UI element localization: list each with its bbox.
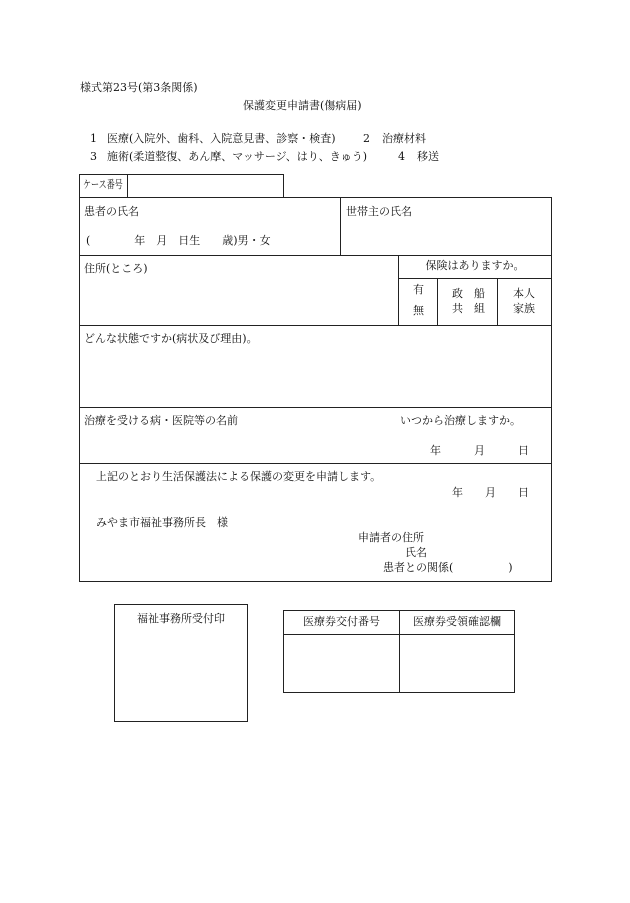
insurance-type-cell (437, 278, 498, 326)
insurance-question: 保険はありますか。 (425, 259, 525, 272)
condition-label: どんな状態ですか(病状及び理由)。 (84, 332, 258, 345)
insurance-insured-family: 家族 (513, 302, 535, 315)
ticket-receipt-header-label: 医療券受領確認欄 (413, 615, 501, 628)
declaration-addressee: みやま市福祉事務所長 様 (96, 516, 228, 529)
address-label: 住所(ところ) (84, 262, 148, 275)
patient-relation-label: 患者との関係( ) (383, 561, 513, 574)
form-title: 保護変更申請書(傷病届) (243, 99, 362, 112)
applicant-name-label: 氏名 (405, 546, 427, 559)
treatment-start-question: いつから治療しますか。 (400, 414, 521, 427)
declaration-cell (79, 463, 552, 582)
ticket-receipt-value-cell (399, 634, 515, 693)
householder-name-cell (340, 197, 552, 256)
case-number-value-cell (127, 174, 284, 198)
category-4-number: 4 (398, 150, 405, 163)
insurance-presence-yes: 有 (413, 283, 424, 296)
insurance-presence-no: 無 (413, 304, 424, 317)
householder-name-label: 世帯主の氏名 (346, 205, 412, 218)
form-number: 様式第23号(第3条関係) (80, 81, 198, 94)
insurance-insured-self: 本人 (513, 287, 535, 300)
ticket-number-header (283, 610, 400, 635)
reception-stamp-label: 福祉事務所受付印 (137, 612, 225, 625)
applicant-address-label: 申請者の住所 (358, 531, 424, 544)
category-1-number: 1 (90, 132, 97, 145)
ticket-number-header-label: 医療券交付番号 (303, 615, 380, 628)
insurance-presence-cell (398, 278, 438, 326)
category-3-number: 3 (90, 150, 97, 163)
hospital-name-label: 治療を受ける病・医院等の名前 (84, 414, 238, 427)
case-number-label-cell (79, 174, 128, 198)
hospital-cell (79, 407, 552, 464)
category-2-number: 2 (363, 132, 370, 145)
category-1-label: 医療(入院外、歯科、入院意見書、診察・検査) (107, 132, 336, 145)
ticket-receipt-header (399, 610, 515, 635)
category-2-label: 治療材料 (382, 132, 426, 145)
patient-name-label: 患者の氏名 (84, 205, 139, 218)
insurance-insured-cell (497, 278, 552, 326)
address-cell (79, 255, 399, 326)
case-number-label: ケース番号 (83, 178, 123, 191)
declaration-date: 年 月 日 (452, 486, 529, 499)
ticket-number-value-cell (283, 634, 400, 693)
insurance-type-mutual-union: 共 組 (452, 302, 485, 315)
reception-stamp-box (114, 604, 248, 722)
insurance-type-gov-seamen: 政 船 (452, 287, 485, 300)
declaration-statement: 上記のとおり生活保護法による保護の変更を申請します。 (96, 470, 382, 483)
treatment-start-date: 年 月 日 (430, 444, 529, 457)
patient-birth-line: ( 年 月 日生 歳)男・女 (86, 234, 271, 247)
insurance-question-cell (398, 255, 552, 279)
condition-cell (79, 325, 552, 408)
patient-name-cell (79, 197, 341, 256)
category-4-label: 移送 (417, 150, 439, 163)
category-3-label: 施術(柔道整復、あん摩、マッサージ、はり、きゅう) (107, 150, 368, 163)
